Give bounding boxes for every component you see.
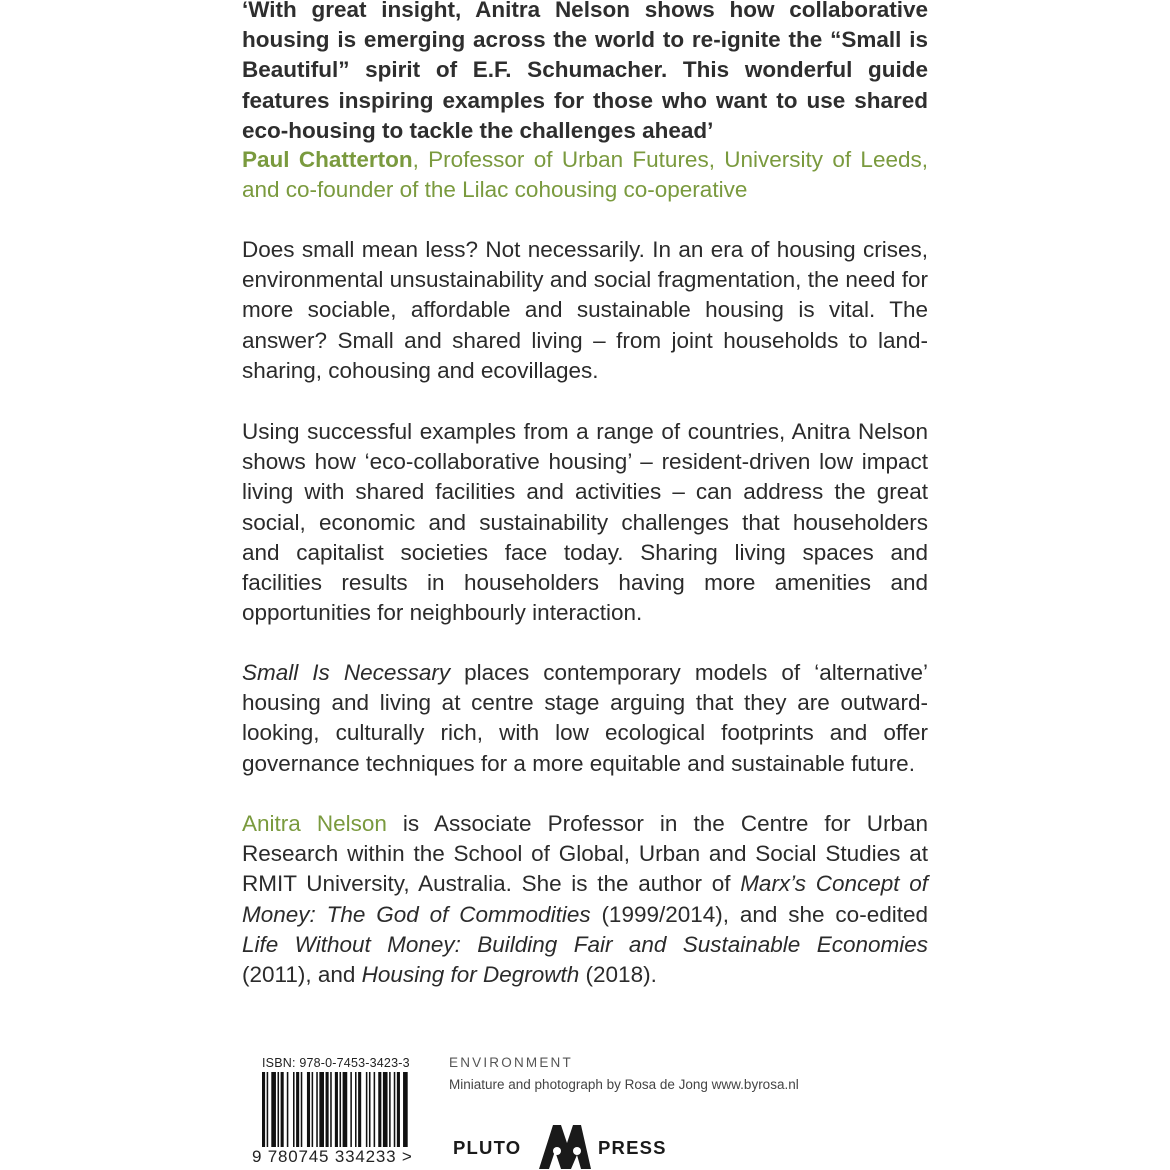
isbn-label: ISBN: 978-0-7453-3423-3 bbox=[262, 1056, 410, 1070]
publisher-name-left: PLUTO bbox=[453, 1137, 522, 1158]
category-label: ENVIRONMENT bbox=[449, 1055, 573, 1070]
endorsement-author-title: , Professor of Urban Futures, University of Leeds, and co-founder of the Lilac cohousing co-operative bbox=[242, 147, 928, 203]
endorsement-attribution bbox=[242, 145, 928, 205]
bio-book-1: Marx’s Concept of Money: The God of Commodities bbox=[242, 871, 928, 927]
bio-author-name: Anitra Nelson bbox=[242, 811, 387, 836]
bio-text: (2018). bbox=[579, 962, 657, 988]
bio-text: (2011), and bbox=[242, 962, 362, 988]
blurb-paragraph-3-text: places contemporary models of ‘alternative’ housing and living at centre stage arguing that they are outward-looking, culturally rich, with low ecological footprints and offer governance techniques for a more equitable and sustainable future. bbox=[242, 660, 929, 776]
endorsement-quote: ‘With great insight, Anitra Nelson shows how collaborative housing is emerging across the world to re-ignite the “Small is Beautiful” spirit of E.F. Schumacher. This wonderful guide features inspiring examples for those who want to use shared eco-housing to tackle the challenges ahead’ bbox=[242, 0, 928, 143]
bio-text: is Associate Professor in the Centre for Urban Research within the School of Global, Urban and Social Studies at RMIT University, Australia. She is the author of bbox=[242, 811, 928, 897]
bio-text: (1999/2014), and she co-edited bbox=[590, 901, 928, 927]
blurb-paragraph-3 bbox=[242, 658, 928, 779]
author-bio bbox=[242, 809, 928, 990]
blurb-paragraph-1: Does small mean less? Not necessarily. In an era of housing crises, environmental unsustainability and social fragmentation, the need for more sociable, affordable and sustainable housing is vital. The answer? Small and shared living – from joint households to land-sharing, cohousing and ecovillages. bbox=[242, 237, 928, 383]
book-title: Small Is Necessary bbox=[242, 660, 451, 685]
barcode-digits: 9 780745 334233 > bbox=[252, 1147, 413, 1166]
pluto-press-logo bbox=[537, 1121, 593, 1170]
publisher-name-right: PRESS bbox=[598, 1137, 667, 1158]
endorsement-author-name: Paul Chatterton bbox=[242, 147, 413, 172]
blurb-paragraph-2: Using successful examples from a range of countries, Anitra Nelson shows how ‘eco-collaborative housing’ – resident-driven low impact living with shared facilities and activities – can address the great social, economic and sustainability challenges that householders and capitalist societies face today. Sharing living spaces and facilities results in householders having more amenities and opportunities for neighbourly interaction. bbox=[242, 419, 928, 626]
cover-credit: Miniature and photograph by Rosa de Jong www.byrosa.nl bbox=[449, 1077, 799, 1092]
barcode bbox=[262, 1072, 436, 1154]
bio-book-2: Life Without Money: Building Fair and Sustainable Economies bbox=[242, 931, 928, 957]
bio-book-3: Housing for Degrowth bbox=[361, 962, 580, 988]
